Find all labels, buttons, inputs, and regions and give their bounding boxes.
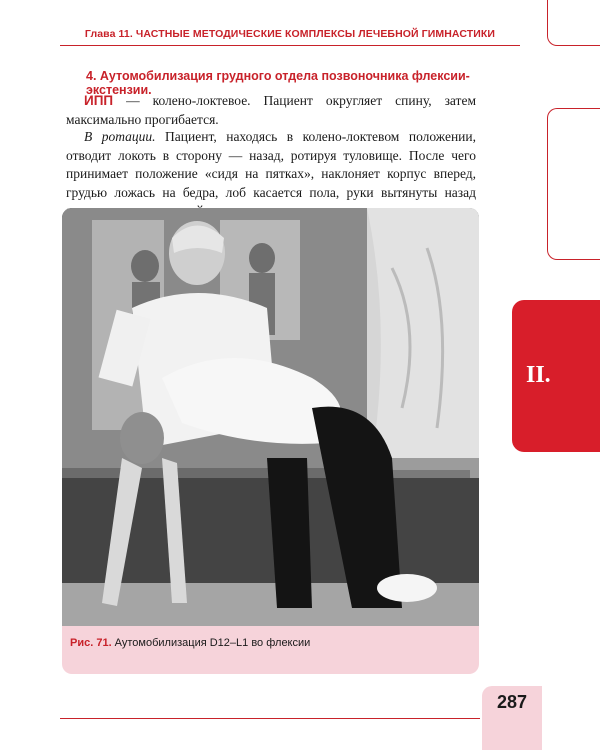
- section-tab-outline: [547, 0, 600, 46]
- page-number-box: [482, 686, 542, 750]
- figure-caption-bar: [62, 626, 479, 674]
- exercise-photo-illustration: [62, 208, 479, 626]
- paragraph: [66, 128, 476, 221]
- section-tab-active: [512, 300, 600, 452]
- section-tab-outline: [547, 108, 600, 260]
- figure-caption: [70, 637, 310, 649]
- paragraph-text: Пациент, находясь в колено-локтевом положении, отводит локоть в сторону — назад, ротируя туловище. После чего принимает положение «сидя на пятках», наклоняет корпус вперед, грудью ложась на бедра, лоб касается пола, руки вытянуты назад: [66, 129, 476, 200]
- running-header: Глава 11. ЧАСТНЫЕ МЕТОДИЧЕСКИЕ КОМПЛЕКСЫ ЛЕЧЕБНОЙ ГИМНАСТИКИ: [84, 28, 496, 40]
- header-rule: [60, 45, 520, 46]
- paragraph: [66, 92, 476, 129]
- section-tab-label: II.: [526, 362, 551, 388]
- paragraph-lead: В ротации.: [84, 129, 156, 144]
- figure-photo: [62, 208, 479, 626]
- footer-rule: [60, 718, 480, 719]
- section-heading: 4. Аутомобилизация грудного отдела позвоночника флексии-экстензии.: [86, 69, 470, 97]
- figure-caption-text: Аутомобилизация D12–L1 во флексии: [111, 637, 311, 649]
- page-number: 287: [496, 692, 528, 712]
- ipp-label: ИПП: [84, 93, 114, 108]
- paragraph-text: — колено-локтевое. Пациент округляет спину, затем максимально прогибается.: [66, 93, 476, 127]
- figure-label: Рис. 71.: [70, 637, 112, 649]
